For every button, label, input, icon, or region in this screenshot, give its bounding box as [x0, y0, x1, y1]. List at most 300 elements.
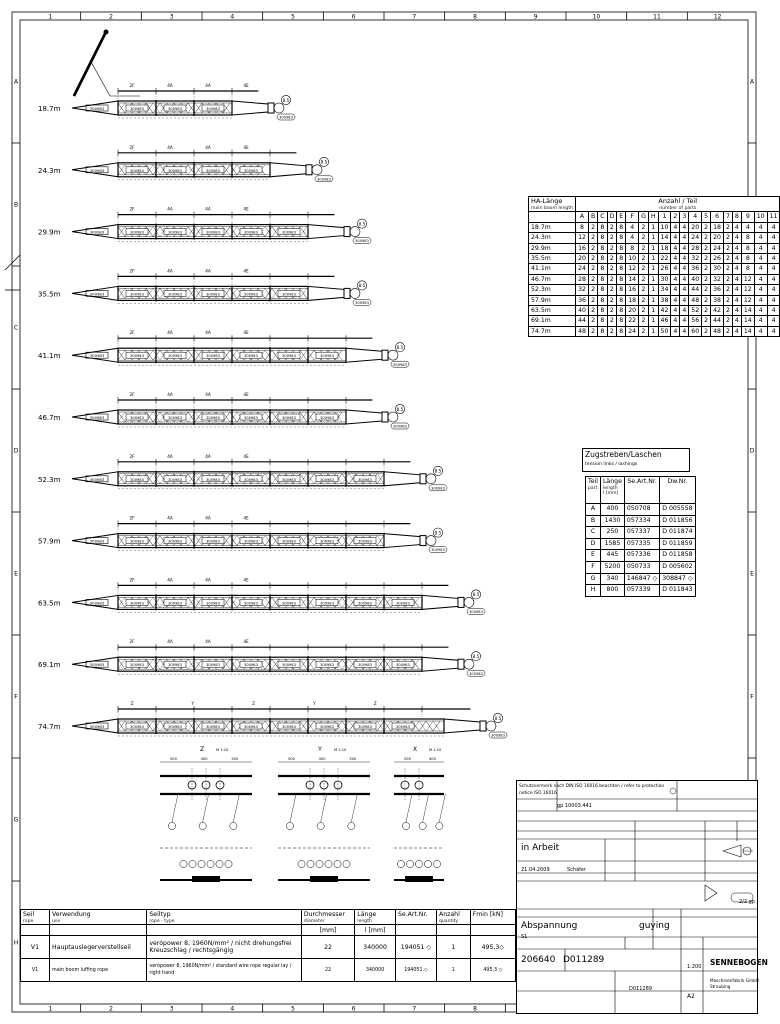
counts-value-cell: 56 — [689, 316, 702, 326]
counts-value-cell: 2 — [607, 306, 617, 316]
counts-value-cell: 1 — [648, 295, 658, 305]
boom-length-label: 52.3m — [38, 475, 61, 484]
guy-mark: 4A — [205, 453, 211, 459]
guy-mark: 4E — [243, 268, 249, 274]
section-code: 300983 — [206, 168, 220, 173]
counts-column-header: 10 — [754, 212, 767, 222]
row-marker-left: F — [14, 693, 18, 701]
counts-value-cell: 4 — [626, 222, 639, 232]
counts-column-header: 1 — [658, 212, 671, 222]
guy-mark: 2F — [129, 453, 135, 459]
counts-value-cell: 8 — [598, 254, 607, 264]
format-text: A2 — [687, 993, 695, 1000]
counts-column-header: 8 — [732, 212, 741, 222]
column-marker-top: 12 — [713, 13, 722, 21]
boom-length-label: 63.5m — [38, 599, 61, 608]
head-code: 300983 — [393, 362, 407, 367]
boom-length-label: 46.7m — [38, 414, 61, 422]
counts-value-cell: 48 — [576, 326, 589, 336]
counts-value-cell: 2 — [723, 285, 732, 295]
counts-column-header: H — [648, 212, 658, 222]
section-code: 300983 — [206, 416, 220, 420]
detail-dimension: 400 — [200, 757, 208, 761]
counts-value-cell: 2 — [723, 326, 732, 336]
counts-value-cell: 4 — [732, 264, 741, 274]
foot-section-code: 300983 — [89, 662, 105, 668]
counts-value-cell: 4 — [671, 264, 680, 274]
counts-value-cell: 4 — [732, 285, 741, 295]
foot-section-code: 300983 — [89, 476, 105, 482]
section-code: 300983 — [130, 539, 144, 544]
column-marker-bottom: 1 — [48, 1005, 53, 1013]
counts-value-cell: 8 — [598, 222, 607, 232]
counts-column-header: 6 — [711, 212, 724, 222]
section-code: 300983 — [130, 725, 144, 729]
guy-mark: 4E — [243, 206, 249, 212]
rope-header-cell — [436, 910, 470, 925]
counts-value-cell: 2 — [723, 306, 732, 316]
detail-scale: M 1:10 — [429, 748, 442, 752]
boom-row — [38, 145, 333, 182]
rope-cell: Hauptauslegerverstellseil — [50, 936, 147, 959]
counts-row — [529, 233, 780, 243]
row-marker-left: A — [13, 78, 19, 86]
head-code: 300983 — [491, 733, 505, 738]
guy-mark: 4A — [205, 515, 211, 521]
straps-row — [586, 527, 696, 539]
straps-cell: 057339 — [624, 585, 659, 597]
counts-value-cell: 2 — [588, 306, 597, 316]
section-code: 300983 — [206, 107, 220, 111]
counts-value-cell: 24 — [711, 243, 724, 253]
counts-value-cell: 4 — [754, 274, 767, 284]
counts-anzahl-sub: number of parts — [659, 206, 697, 212]
column-marker-top: 11 — [653, 13, 661, 21]
counts-row — [529, 295, 780, 305]
section-code: 300983 — [168, 601, 182, 606]
rope-cell: 22 — [301, 959, 354, 982]
straps-cell: D 011858 — [660, 550, 695, 562]
rope-cell: 495,3◇ — [470, 936, 515, 959]
section-code: 300983 — [168, 354, 182, 359]
counts-value-cell: 4 — [626, 233, 639, 243]
head-tag: 8.5 — [358, 221, 366, 227]
counts-value-cell: 44 — [576, 316, 589, 326]
company-sub: Maschinenfabrik GmbH — [710, 978, 759, 983]
row-marker-right: A — [749, 78, 755, 86]
straps-header-sub: length — [602, 486, 618, 492]
rope-units-row — [21, 925, 516, 936]
head-code: 300983 — [431, 486, 445, 491]
head-tag: 8.5 — [358, 283, 366, 289]
guy-mark: 4A — [167, 268, 173, 274]
boom-row — [38, 330, 409, 367]
counts-value-cell: 4 — [732, 306, 741, 316]
counts-value-cell: 4 — [680, 222, 689, 232]
sheet-number: S1 — [521, 934, 528, 940]
counts-value-cell: 36 — [576, 295, 589, 305]
counts-value-cell: 4 — [754, 295, 767, 305]
counts-value-cell: 4 — [732, 274, 741, 284]
counts-value-cell: 24 — [689, 233, 702, 243]
guy-mark: 4E — [243, 144, 249, 150]
section-code: 300983 — [282, 477, 296, 482]
counts-value-cell: 4 — [767, 326, 780, 336]
counts-value-cell: 4 — [680, 254, 689, 264]
counts-value-cell: 2 — [639, 306, 649, 316]
counts-value-cell: 8 — [617, 326, 626, 336]
guy-mark: 4E — [243, 639, 249, 645]
head-tag: 8.5 — [472, 592, 480, 598]
counts-column-header: F — [626, 212, 639, 222]
counts-value-cell: 2 — [639, 254, 649, 264]
section-code: 300983 — [282, 292, 296, 297]
counts-value-cell: 2 — [607, 316, 617, 326]
guy-mark: 2F — [129, 515, 135, 521]
rope-cell: verópower 8, 1960N/mm² / nicht drehungsfrei Kreuzschlag / rechtsgängig — [147, 936, 301, 959]
head-tag: 8.5 — [282, 97, 290, 103]
counts-value-cell: 2 — [607, 264, 617, 274]
column-marker-bottom: 8 — [473, 1005, 477, 1013]
straps-header-cell — [600, 477, 624, 504]
counts-value-cell: 8 — [741, 254, 754, 264]
straps-cell: 308847 ◇ — [660, 573, 695, 585]
counts-row — [529, 264, 780, 274]
counts-value-cell: 2 — [588, 295, 597, 305]
counts-value-cell: 4 — [767, 306, 780, 316]
counts-value-cell: 2 — [639, 233, 649, 243]
counts-value-cell: 2 — [639, 285, 649, 295]
counts-value-cell: 4 — [767, 285, 780, 295]
counts-value-cell: 4 — [767, 274, 780, 284]
section-code: 300983 — [282, 230, 296, 235]
counts-value-cell: 8 — [598, 316, 607, 326]
rope-header-sub: use — [52, 919, 61, 925]
rope-header-sub: rope — [23, 919, 34, 925]
counts-value-cell: 2 — [639, 316, 649, 326]
counts-value-cell: 28 — [689, 243, 702, 253]
counts-value-cell: 60 — [689, 326, 702, 336]
counts-value-cell: 8 — [598, 233, 607, 243]
straps-header-label: Länge — [602, 478, 622, 485]
counts-value-cell: 4 — [754, 254, 767, 264]
head-code: 300983 — [355, 301, 369, 305]
counts-column-header: 3 — [680, 212, 689, 222]
counts-column-header: 2 — [671, 212, 680, 222]
counts-value-cell: 4 — [754, 316, 767, 326]
counts-value-cell: 4 — [732, 233, 741, 243]
counts-length-cell: 35.5m — [529, 254, 576, 264]
straps-header-label: Se.Art.Nr. — [627, 478, 657, 485]
section-code: 300983 — [358, 601, 372, 606]
boom-length-label: 18.7m — [38, 105, 61, 113]
counts-value-cell: 2 — [702, 222, 711, 232]
counts-value-cell: 1 — [648, 233, 658, 243]
detail-scale: M 1:10 — [216, 748, 229, 752]
counts-value-cell: 1 — [648, 222, 658, 232]
detail-view — [160, 746, 252, 882]
counts-column-header: 4 — [689, 212, 702, 222]
counts-row — [529, 254, 780, 264]
section-code: 300983 — [130, 292, 144, 297]
counts-title: HA-Länge — [531, 197, 563, 205]
detail-dimension: 500 — [349, 757, 357, 761]
row-marker-left: C — [13, 324, 19, 332]
straps-row — [586, 538, 696, 550]
counts-value-cell: 4 — [754, 233, 767, 243]
guy-mark: 4A — [167, 392, 173, 397]
counts-value-cell: 12 — [626, 264, 639, 274]
counts-value-cell: 2 — [639, 326, 649, 336]
detail-dimension: 400 — [318, 757, 326, 761]
guy-mark: 4A — [205, 330, 211, 336]
counts-value-cell: 4 — [671, 306, 680, 316]
counts-title-cell — [529, 197, 576, 212]
straps-cell: 250 — [600, 527, 624, 539]
counts-value-cell: 8 — [617, 306, 626, 316]
straps-cell: D 011859 — [660, 538, 695, 550]
counts-value-cell: 8 — [617, 274, 626, 284]
counts-value-cell: 1 — [648, 306, 658, 316]
counts-value-cell: 12 — [576, 233, 589, 243]
section-code: 300983 — [358, 663, 372, 668]
straps-header-label: Dw.Nr. — [667, 478, 688, 485]
rope-header-cell — [355, 910, 396, 925]
counts-value-cell: 2 — [607, 285, 617, 295]
column-marker-top: 4 — [230, 13, 235, 21]
section-code: 300983 — [244, 539, 258, 544]
counts-value-cell: 4 — [671, 326, 680, 336]
straps-cell: B — [586, 515, 601, 527]
boom-row — [38, 516, 447, 553]
section-code: 300983 — [206, 477, 220, 482]
title-english: guying — [639, 921, 670, 931]
counts-value-cell: 4 — [680, 274, 689, 284]
counts-value-cell: 8 — [617, 264, 626, 274]
guy-mark: 4E — [243, 515, 249, 521]
status-text: in Arbeit — [521, 843, 560, 853]
section-code: 300983 — [206, 230, 220, 235]
counts-value-cell: 2 — [607, 243, 617, 253]
counts-value-cell: 2 — [639, 274, 649, 284]
section-code: 300983 — [282, 725, 296, 729]
section-code: 300983 — [206, 601, 220, 606]
counts-value-cell: 44 — [711, 316, 724, 326]
sheet-reference: 2/2 gp — [739, 899, 755, 905]
section-code: 300983 — [244, 168, 258, 173]
counts-length-cell: 52.3m — [529, 285, 576, 295]
date-text: 21.04.2009 — [521, 867, 550, 873]
rope-unit-cell: l [mm] — [355, 925, 396, 936]
head-tag: 8.5 — [320, 159, 328, 165]
counts-value-cell: 4 — [680, 243, 689, 253]
counts-row — [529, 316, 780, 326]
counts-title-sub: main boom length — [531, 206, 574, 212]
detail-label: Y — [318, 746, 322, 753]
column-marker-top: 6 — [351, 13, 356, 21]
straps-cell: 146847 ◇ — [624, 573, 659, 585]
section-code: 300983 — [320, 539, 334, 544]
counts-value-cell: 4 — [732, 316, 741, 326]
counts-value-cell: 8 — [617, 254, 626, 264]
straps-cell: F — [586, 561, 601, 573]
straps-cell: 5200 — [600, 561, 624, 573]
straps-cell: 057337 — [624, 527, 659, 539]
scale-text: 1:200 — [687, 964, 702, 970]
rope-header-sub: quantity — [438, 919, 459, 925]
counts-value-cell: 32 — [576, 285, 589, 295]
row-marker-right: E — [750, 570, 754, 578]
boom-length-label: 57.9m — [38, 537, 61, 546]
section-code: 300983 — [130, 230, 144, 235]
counts-column-header: D — [607, 212, 617, 222]
counts-row — [529, 326, 780, 336]
guy-mark: 2F — [129, 144, 135, 150]
section-code: 300983 — [396, 725, 410, 729]
boom-row — [38, 454, 447, 491]
counts-value-cell: 52 — [689, 306, 702, 316]
straps-cell: D 011843 — [660, 585, 695, 597]
counts-table — [528, 196, 780, 337]
counts-value-cell: 16 — [576, 243, 589, 253]
counts-value-cell: 2 — [723, 295, 732, 305]
section-code: 300983 — [130, 663, 144, 668]
straps-cell: 057335 — [624, 538, 659, 550]
counts-value-cell: 18 — [626, 295, 639, 305]
boom-length-label: 74.7m — [38, 723, 61, 731]
rope-body — [21, 936, 516, 982]
section-code: 300983 — [206, 663, 220, 668]
counts-value-cell: 14 — [741, 326, 754, 336]
counts-value-cell: 2 — [723, 316, 732, 326]
boom-length-label: 24.3m — [38, 166, 61, 175]
foot-section-code: 300983 — [89, 600, 105, 606]
counts-row — [529, 222, 780, 232]
foot-section-code: 300983 — [89, 538, 105, 544]
counts-value-cell: 8 — [617, 285, 626, 295]
guy-mark: 4A — [167, 83, 173, 88]
counts-value-cell: 8 — [598, 274, 607, 284]
foot-section-code: 300983 — [89, 167, 105, 173]
straps-cell: 057334 — [624, 515, 659, 527]
counts-value-cell: 8 — [741, 243, 754, 253]
rope-cell: main boom luffing rope — [50, 959, 147, 982]
row-marker-right: F — [750, 693, 754, 701]
counts-value-cell: 24 — [576, 264, 589, 274]
counts-value-cell: 12 — [741, 295, 754, 305]
section-code: 300983 — [168, 230, 182, 235]
rope-header-cell — [395, 910, 436, 925]
counts-value-cell: 2 — [607, 274, 617, 284]
guy-mark: 4A — [167, 330, 173, 336]
counts-value-cell: 8 — [626, 243, 639, 253]
title-block — [516, 780, 768, 1014]
counts-value-cell: 4 — [680, 326, 689, 336]
counts-value-cell: 2 — [702, 285, 711, 295]
section-code: 300983 — [358, 477, 372, 482]
rope-cell: 194051 ◇ — [395, 959, 436, 982]
rope-cell: V1 — [21, 936, 50, 959]
counts-column-header: C — [598, 212, 607, 222]
guy-mark: 4A — [205, 206, 211, 212]
counts-value-cell: 1 — [648, 274, 658, 284]
counts-value-cell: 20 — [711, 233, 724, 243]
counts-value-cell: 2 — [607, 233, 617, 243]
counts-value-cell: 2 — [723, 222, 732, 232]
head-tag: 8.5 — [494, 715, 502, 721]
rope-header-label: Seil — [23, 911, 35, 918]
section-code: 300983 — [130, 354, 144, 359]
counts-value-cell: 8 — [598, 264, 607, 274]
counts-anzahl: Anzahl / Teil — [658, 197, 698, 205]
straps-cell: C — [586, 527, 601, 539]
counts-value-cell: 4 — [754, 222, 767, 232]
counts-value-cell: 50 — [658, 326, 671, 336]
section-code: 300983 — [320, 477, 334, 482]
rope-unit-cell — [436, 925, 470, 936]
row-marker-left: D — [13, 447, 19, 455]
counts-value-cell: 8 — [598, 295, 607, 305]
counts-value-cell: 4 — [754, 243, 767, 253]
section-code: 300983 — [282, 354, 296, 359]
counts-value-cell: 2 — [588, 233, 597, 243]
counts-value-cell: 2 — [588, 243, 597, 253]
straps-cell: 1585 — [600, 538, 624, 550]
document-number-small: D011289 — [629, 986, 652, 992]
counts-value-cell: 2 — [588, 326, 597, 336]
straps-title: Zugstreben/Laschen — [585, 450, 662, 459]
head-code: 300983 — [317, 177, 331, 182]
counts-value-cell: 2 — [588, 222, 597, 232]
straps-title-sub: tension links / lashings — [585, 462, 638, 467]
column-marker-top: 7 — [412, 13, 417, 21]
counts-length-cell: 24.3m — [529, 233, 576, 243]
straps-cell: D 005602 — [660, 561, 695, 573]
straps-header-cell — [586, 477, 601, 504]
counts-value-cell: 4 — [732, 243, 741, 253]
section-code: 300983 — [244, 725, 258, 729]
counts-value-cell: 4 — [732, 254, 741, 264]
counts-column-header: 11 — [767, 212, 780, 222]
section-code: 300983 — [130, 168, 144, 173]
straps-header-cell — [660, 477, 695, 504]
guy-mark: Z — [130, 701, 134, 706]
head-tag: 8.5 — [472, 654, 480, 659]
straps-header-row — [586, 477, 696, 504]
straps-cell: 800 — [600, 585, 624, 597]
counts-value-cell: 8 — [617, 243, 626, 253]
drawn-by: Schäfer — [567, 867, 587, 873]
rope-header-sub: rope - type — [149, 919, 175, 925]
rope-header-cell — [21, 910, 50, 925]
column-marker-bottom: 3 — [169, 1005, 174, 1013]
counts-value-cell: 8 — [598, 285, 607, 295]
section-code: 300983 — [130, 107, 144, 111]
counts-value-cell: 4 — [732, 326, 741, 336]
straps-title-box — [582, 448, 690, 472]
counts-value-cell: 4 — [671, 233, 680, 243]
counts-value-cell: 2 — [607, 326, 617, 336]
guy-mark: 4A — [167, 206, 173, 212]
guy-mark: 4E — [243, 330, 249, 336]
counts-value-cell: 2 — [702, 233, 711, 243]
counts-value-cell: 2 — [639, 222, 649, 232]
boom-row — [38, 701, 507, 738]
rope-cell: 1 — [436, 959, 470, 982]
straps-row — [586, 573, 696, 585]
counts-value-cell: 1 — [648, 326, 658, 336]
section-code: 300983 — [282, 416, 296, 420]
